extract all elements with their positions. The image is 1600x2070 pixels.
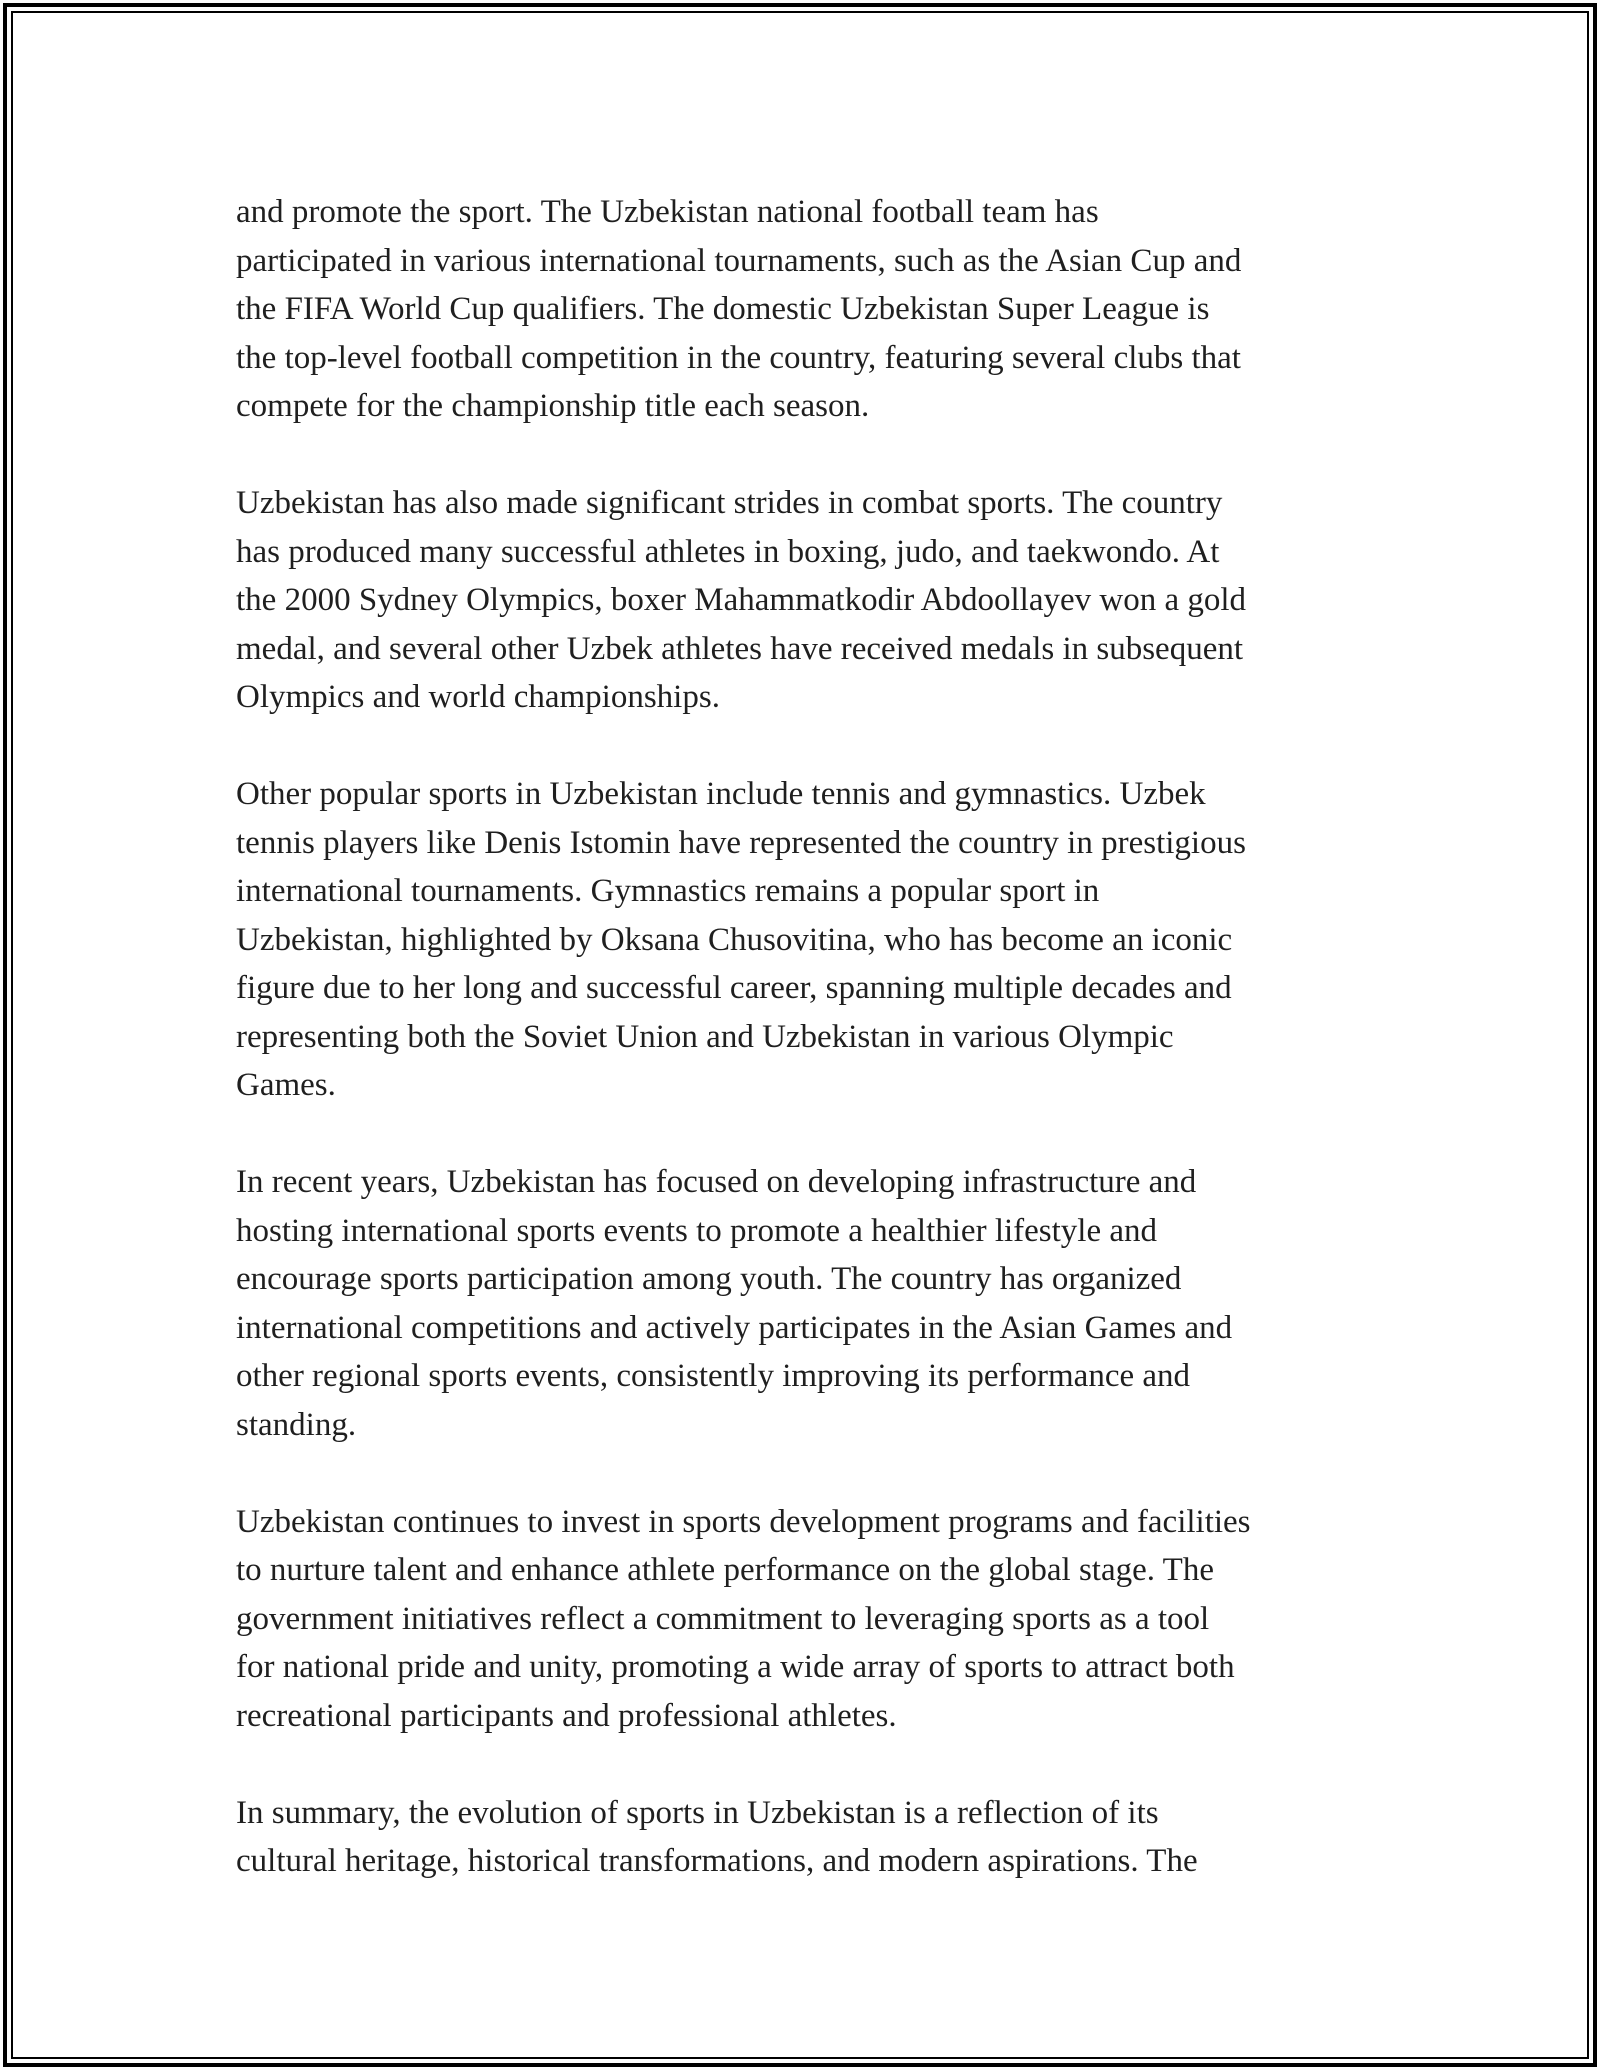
text-line: representing both the Soviet Union and Uzbekistan in various Olympic <box>236 1018 1174 1055</box>
text-line: for national pride and unity, promoting a wide array of sports to attract both <box>236 1649 1235 1685</box>
text-line: government initiatives reflect a commitment to leveraging sports as a tool <box>236 1600 1210 1637</box>
text-line: Other popular sports in Uzbekistan include tennis and gymnastics. Uzbek <box>236 776 1206 812</box>
text-line: tennis players like Denis Istomin have represented the country in prestigious <box>236 824 1246 861</box>
text-line: medal, and several other Uzbek athletes have received medals in subsequent <box>236 630 1244 667</box>
text-line: Uzbekistan continues to invest in sports development programs and facilities <box>236 1503 1251 1540</box>
text-line: Olympics and world championships. <box>236 679 720 715</box>
text-line: compete for the championship title each season. <box>236 388 870 424</box>
text-line: to nurture talent and enhance athlete performance on the global stage. The <box>236 1552 1214 1588</box>
text-line: has produced many successful athletes in boxing, judo, and taekwondo. At <box>236 533 1220 570</box>
text-line: Uzbekistan, highlighted by Oksana Chusovitina, who has become an iconic <box>236 921 1233 958</box>
document-body <box>236 188 1376 1934</box>
text-line: and promote the sport. The Uzbekistan national football team has <box>236 194 1099 230</box>
paragraph-combat-sports <box>236 479 1376 722</box>
text-line: the top-level football competition in the country, featuring several clubs that <box>236 339 1241 376</box>
text-line: figure due to her long and successful career, spanning multiple decades and <box>236 970 1232 1006</box>
text-line: recreational participants and professional athletes. <box>236 1697 897 1734</box>
text-line: Uzbekistan has also made significant strides in combat sports. The country <box>236 485 1223 521</box>
text-line: encourage sports participation among youth. The country has organized <box>236 1261 1182 1297</box>
text-line: other regional sports events, consistently improving its performance and <box>236 1358 1191 1394</box>
paragraph-summary <box>236 1789 1376 1886</box>
text-line: standing. <box>236 1406 357 1443</box>
text-line: hosting international sports events to promote a healthier lifestyle and <box>236 1212 1158 1249</box>
text-line: international competitions and actively participates in the Asian Games and <box>236 1309 1233 1346</box>
paragraph-development-programs <box>236 1498 1376 1741</box>
text-line: In summary, the evolution of sports in Uzbekistan is a reflection of its <box>236 1794 1159 1831</box>
text-line: In recent years, Uzbekistan has focused on developing infrastructure and <box>236 1164 1197 1200</box>
text-line: cultural heritage, historical transformations, and modern aspirations. The <box>236 1843 1198 1879</box>
text-line: the 2000 Sydney Olympics, boxer Mahammatkodir Abdoollayev won a gold <box>236 582 1247 618</box>
text-line: the FIFA World Cup qualifiers. The domestic Uzbekistan Super League is <box>236 291 1210 327</box>
text-line: participated in various international tournaments, such as the Asian Cup and <box>236 242 1242 279</box>
text-line: Games. <box>236 1067 336 1103</box>
paragraph-infrastructure <box>236 1158 1376 1449</box>
paragraph-tennis-gymnastics <box>236 770 1376 1110</box>
paragraph-football <box>236 188 1376 431</box>
text-line: international tournaments. Gymnastics remains a popular sport in <box>236 873 1100 909</box>
